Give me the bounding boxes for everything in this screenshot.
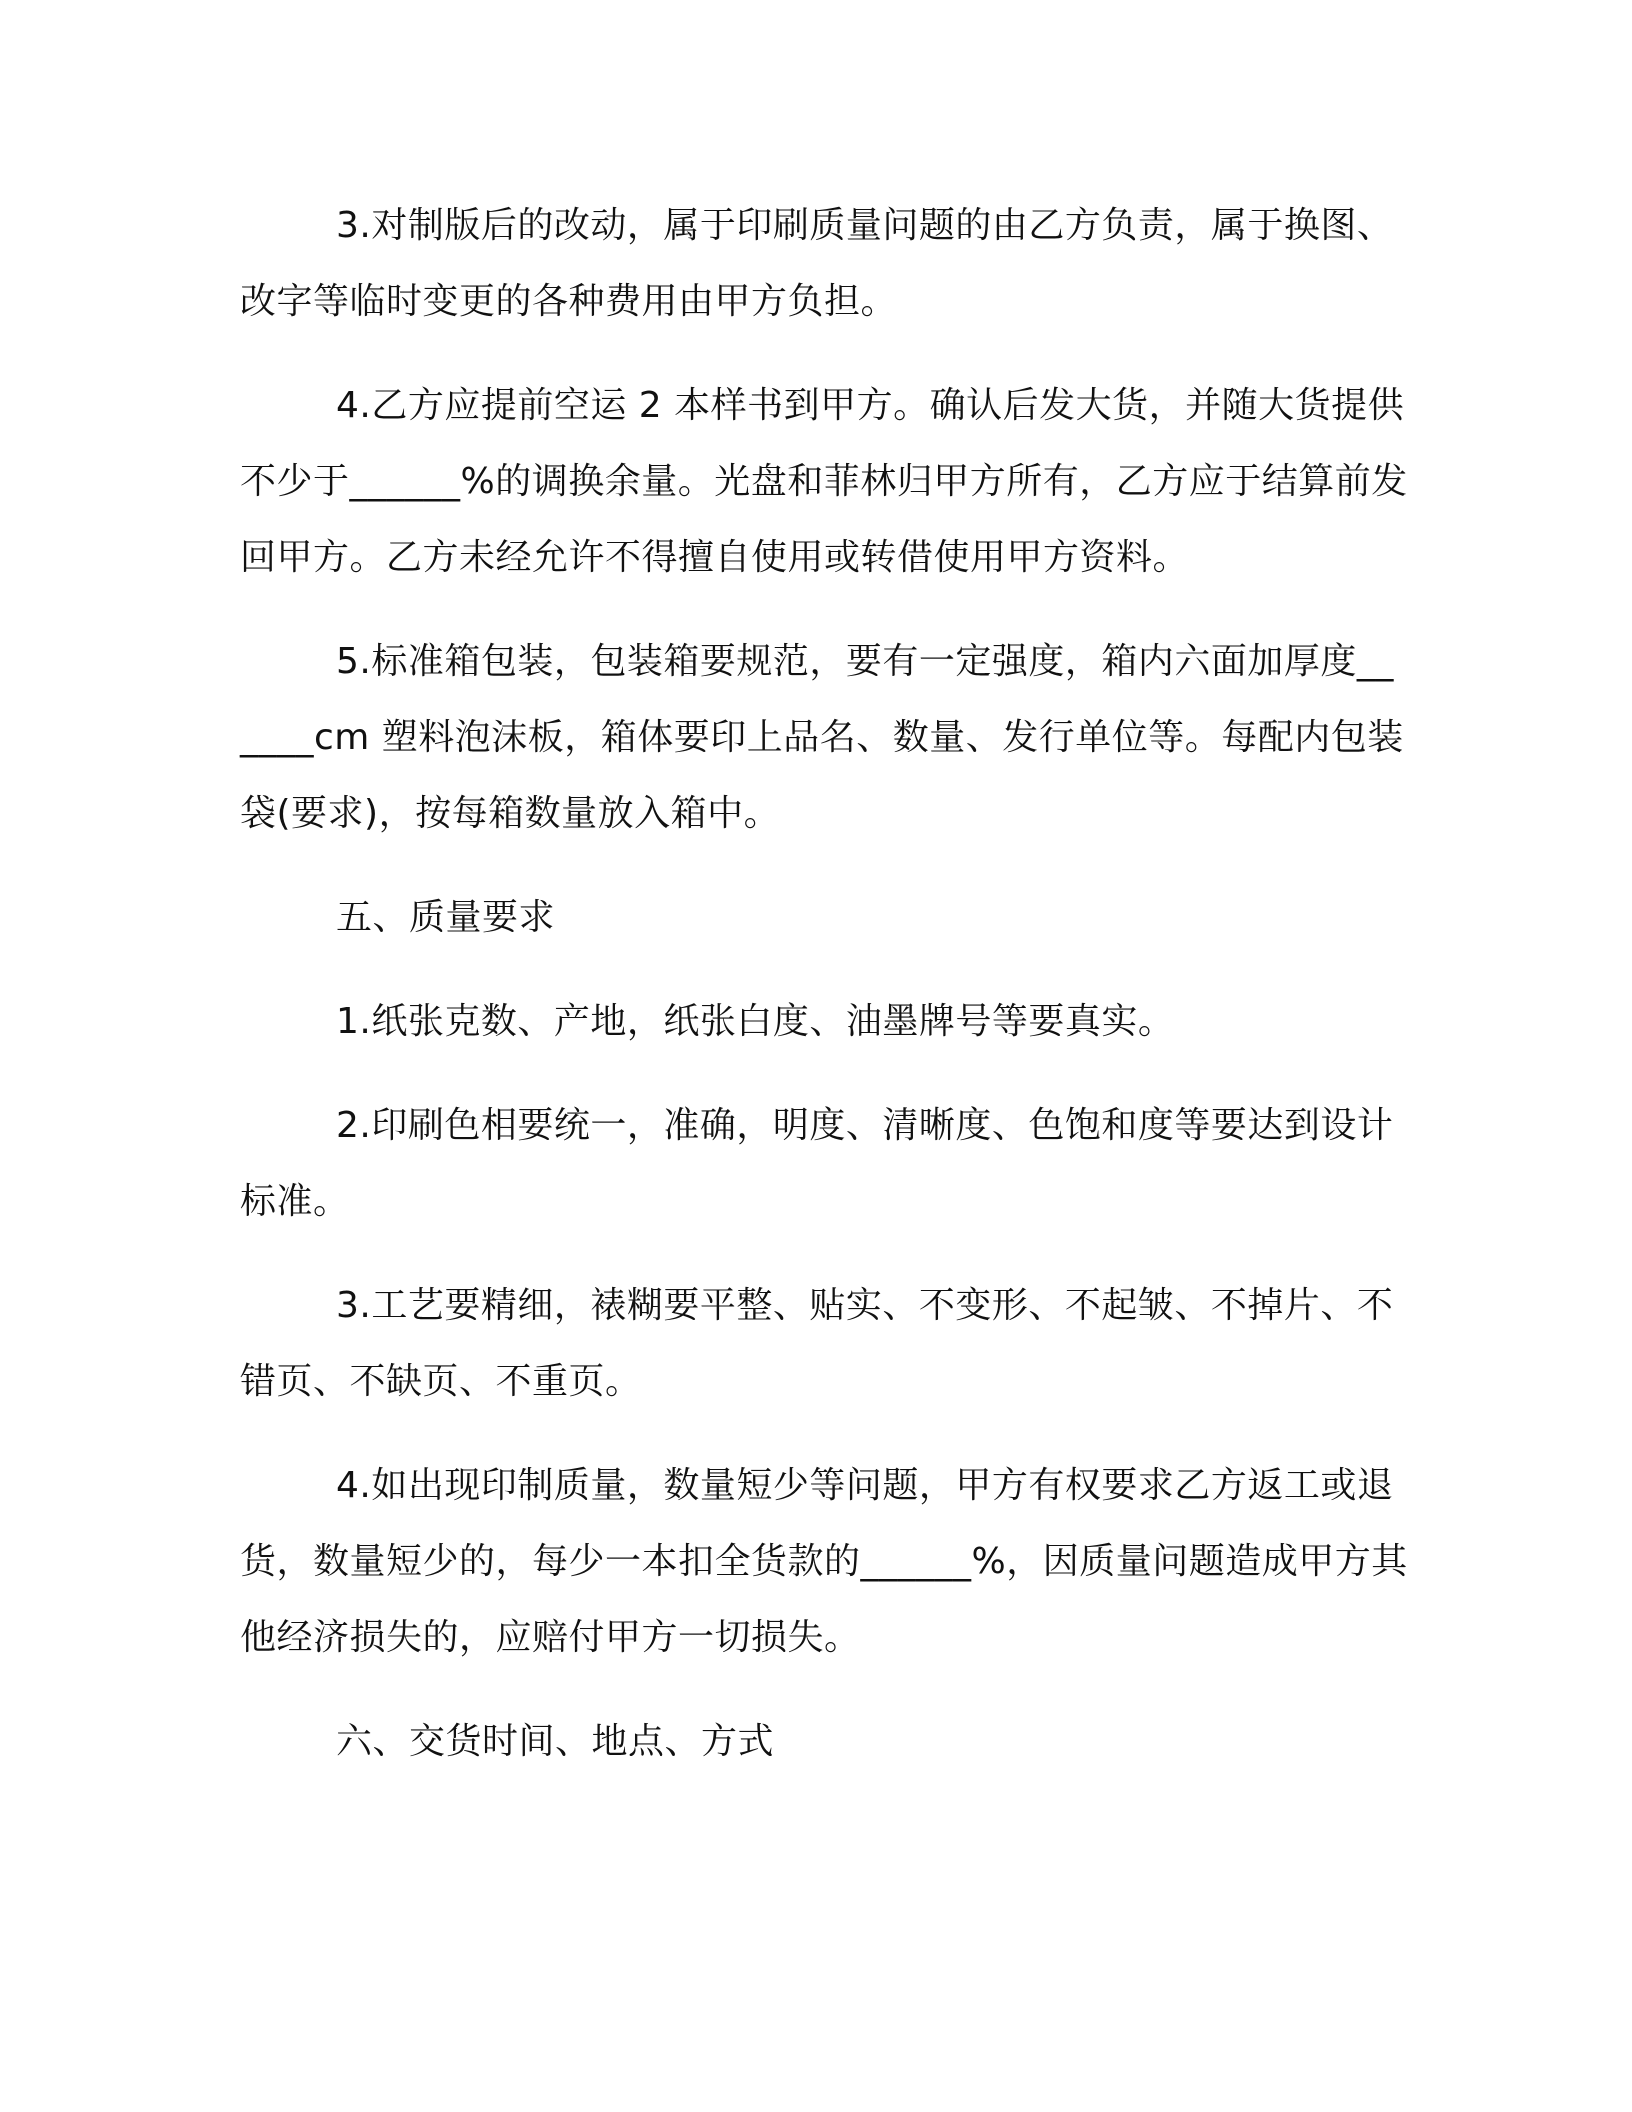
paragraph-clause-3-revisions: 3.对制版后的改动，属于印刷质量问题的由乙方负责，属于换图、改字等临时变更的各种费用由甲方负担。 [240, 205, 1394, 322]
paragraph-quality-4-defects: 4.如出现印制质量，数量短少等问题，甲方有权要求乙方返工或退货，数量短少的，每少一本扣全货款的______%，因质量问题造成甲方其他经济损失的，应赔付甲方一切损失。 [240, 1465, 1408, 1658]
paragraph-clause-4-samples: 4.乙方应提前空运 2 本样书到甲方。确认后发大货，并随大货提供不少于______%的调换余量。光盘和菲林归甲方所有，乙方应于结算前发回甲方。乙方未经允许不得擅自使用或转借使用甲方资料。 [240, 385, 1408, 578]
paragraph-clause-5-packaging: 5.标准箱包装，包装箱要规范，要有一定强度，箱内六面加厚度______cm 塑料泡沫板，箱体要印上品名、数量、发行单位等。每配内包装袋(要求)，按每箱数量放入箱中。 [240, 641, 1404, 834]
section-heading-delivery: 六、交货时间、地点、方式 [336, 1721, 775, 1762]
paragraph-quality-3-craft: 3.工艺要精细，裱糊要平整、贴实、不变形、不起皱、不掉片、不错页、不缺页、不重页。 [240, 1285, 1394, 1402]
paragraph-quality-1-paper: 1.纸张克数、产地，纸张白度、油墨牌号等要真实。 [336, 1001, 1175, 1042]
section-heading-quality: 五、质量要求 [336, 897, 556, 938]
document-body [240, 188, 1410, 1808]
paragraph-quality-2-color: 2.印刷色相要统一，准确，明度、清晰度、色饱和度等要达到设计标准。 [240, 1105, 1394, 1222]
